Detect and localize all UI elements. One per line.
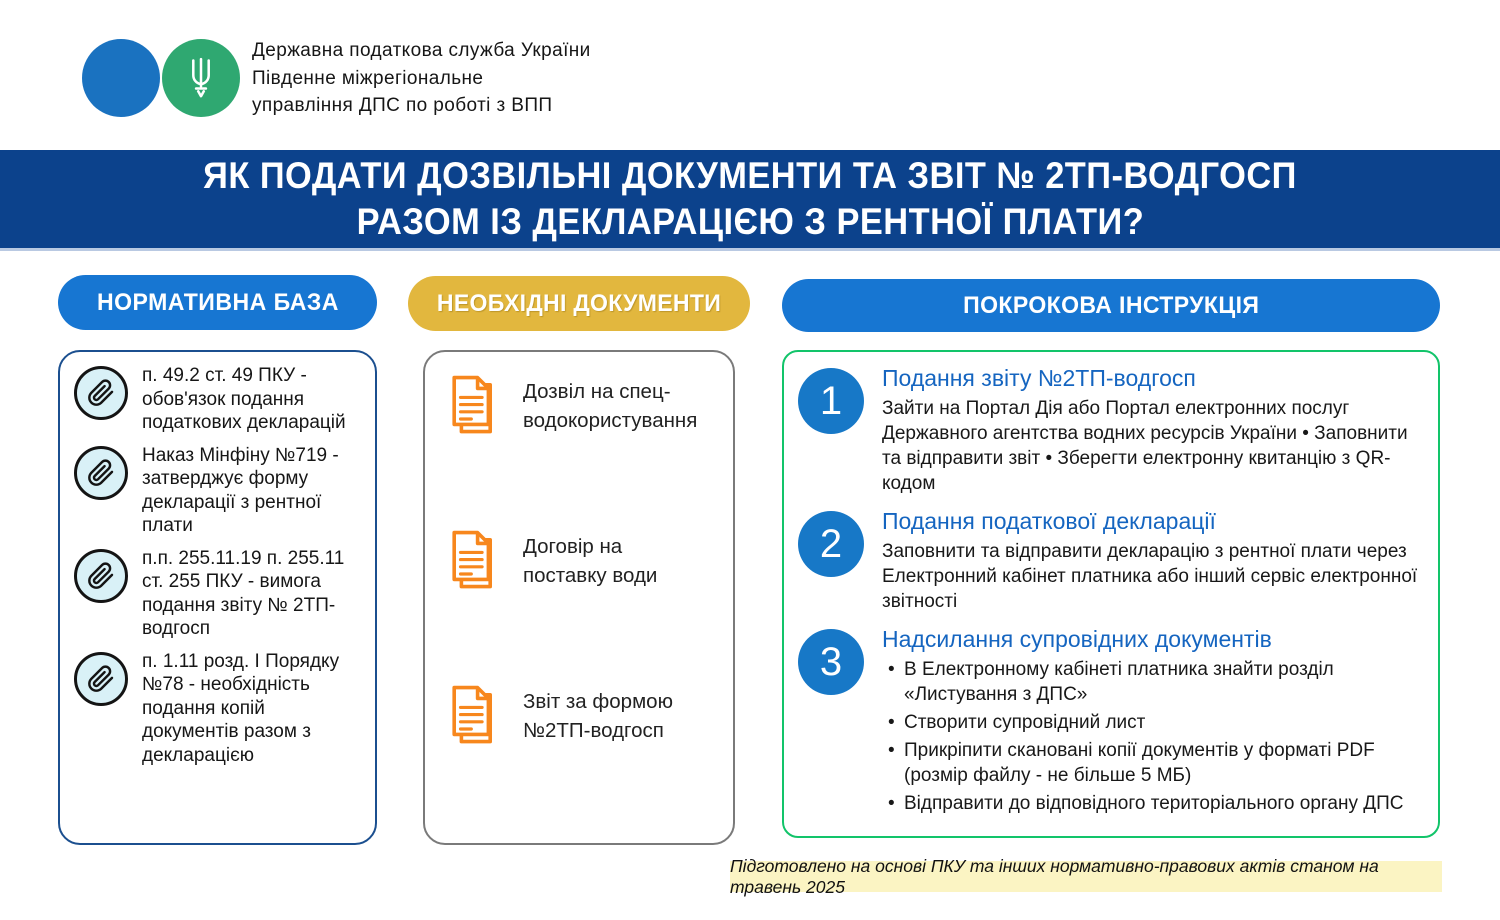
normative-item-text: п. 49.2 ст. 49 ПКУ - обов'язок подання податкових декларацій [142, 365, 346, 433]
instruction-step [798, 507, 1420, 614]
documents-header-pill [408, 276, 750, 331]
logo-circle-blue [82, 39, 160, 117]
step-title: Подання звіту №2ТП-водгосп [882, 365, 1196, 391]
document-item [447, 684, 717, 747]
footnote [730, 855, 1442, 897]
banner-title-line-2: РАЗОМ ІЗ ДЕКЛАРАЦІЄЮ З РЕНТНОЇ ПЛАТИ? [356, 201, 1144, 242]
step-number-badge: 1 [798, 368, 864, 434]
normative-item [74, 547, 361, 641]
document-item-text: Дозвіл на спец-водокористування [523, 379, 698, 432]
normative-item [74, 364, 361, 435]
banner-title-line-1: ЯК ПОДАТИ ДОЗВІЛЬНІ ДОКУМЕНТИ ТА ЗВІТ № 2ТП-ВОДГОСП [203, 155, 1297, 196]
org-header [82, 37, 591, 120]
documents-header-label: НЕОБХІДНІ ДОКУМЕНТИ [436, 289, 722, 317]
org-logo [82, 39, 240, 117]
step-body: Заповнити та відправити декларацію з рентної плати через Електронний кабінет платника або інший сервіс електронної звітності [882, 541, 1418, 612]
normative-header-pill [58, 275, 377, 330]
instruction-header-pill [782, 279, 1440, 332]
trident-icon [184, 57, 218, 99]
document-item-text: Звіт за формою №2ТП-водгосп [523, 689, 673, 742]
instruction-step [798, 364, 1420, 496]
paperclip-icon [74, 652, 128, 706]
normative-header-label: НОРМАТИВНА БАЗА [96, 288, 339, 316]
document-icon [447, 374, 501, 437]
logo-circle-green [162, 39, 240, 117]
document-icon [447, 529, 501, 592]
org-name-line-2: Південне міжрегіональне [252, 67, 484, 89]
normative-item-text: Наказ Мінфіну №719 - затверджує форму декларації з рентної плати [142, 444, 339, 536]
normative-item-text: п.п. 255.11.19 п. 255.11 ст. 255 ПКУ - вимога подання звіту № 2ТП-водгосп [142, 547, 345, 639]
step-bullet: • В Електронному кабінеті платника знайти розділ «Листування з ДПС» [882, 657, 1420, 707]
step-title: Надсилання супровідних документів [882, 626, 1272, 652]
step-bullet: • Створити супровідний лист [882, 710, 1420, 735]
step-bullet-list [882, 657, 1420, 816]
step-number-badge: 2 [798, 511, 864, 577]
org-name-line-1: Державна податкова служба України [252, 40, 591, 61]
document-item-text: Договір на поставку води [523, 534, 658, 587]
normative-item-text: п. 1.11 розд. І Порядку №78 - необхідність подання копій документів разом з декларацією [142, 650, 340, 766]
paperclip-icon [74, 549, 128, 603]
step-bullet: • Відправити до відповідного територіального органу ДПС [882, 791, 1420, 816]
documents-box [423, 350, 735, 845]
step-bullet: • Прикріпити скановані копії документів у форматі PDF (розмір файлу - не більше 5 МБ) [882, 738, 1420, 788]
document-icon [447, 684, 501, 747]
normative-item [74, 444, 361, 538]
step-number-badge: 3 [798, 629, 864, 695]
instruction-box [782, 350, 1440, 838]
document-item [447, 374, 717, 437]
normative-box [58, 350, 377, 845]
instruction-step [798, 625, 1420, 819]
instruction-header-label: ПОКРОКОВА ІНСТРУКЦІЯ [962, 291, 1260, 319]
document-item [447, 529, 717, 592]
footnote-text: Підготовлено на основі ПКУ та інших нормативно-правових актів станом на травень 2025 [730, 855, 1379, 897]
org-name-line-3: управління ДПС по роботі з ВПП [252, 95, 553, 116]
step-title: Подання податкової декларації [882, 508, 1216, 534]
org-name [252, 37, 591, 120]
step-body: Зайти на Портал Дія або Портал електронних послуг Державного агентства водних ресурсів України • Заповнити та відправити звіт • Зберегти електронну квитанцію з QR-кодом [882, 398, 1408, 494]
paperclip-icon [74, 366, 128, 420]
title-banner [0, 150, 1500, 251]
paperclip-icon [74, 446, 128, 500]
normative-item [74, 650, 361, 768]
